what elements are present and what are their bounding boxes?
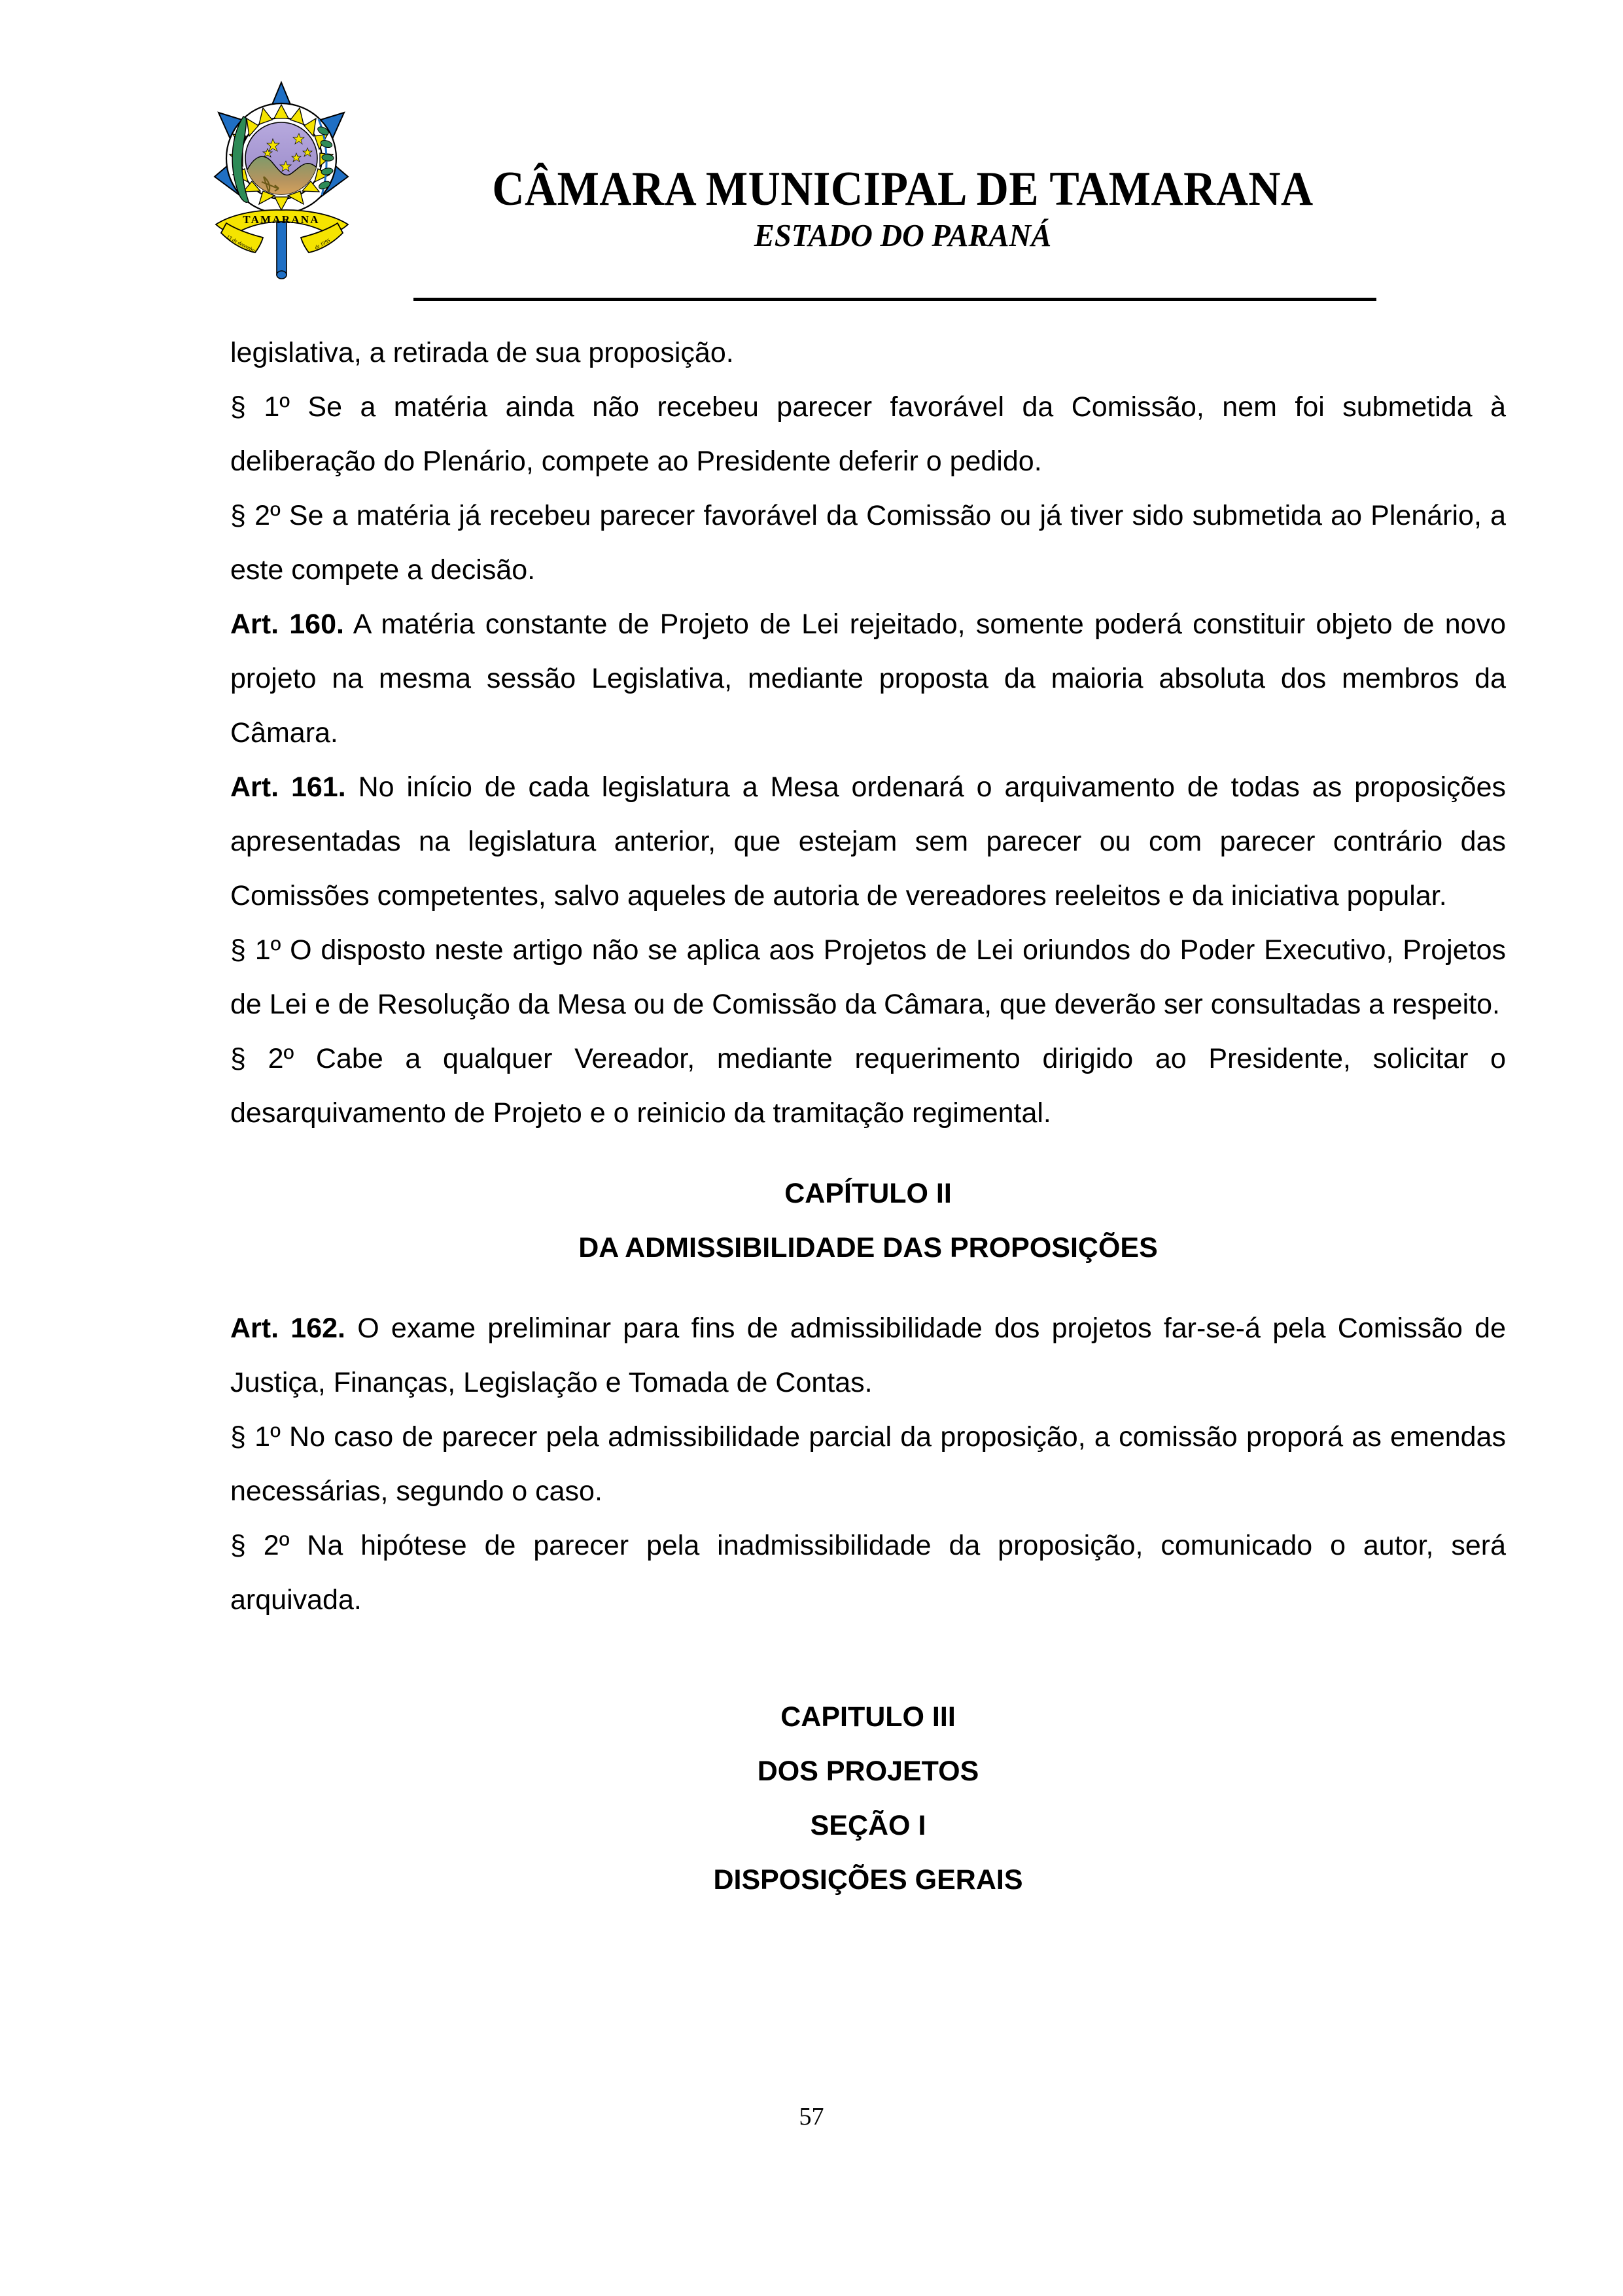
spacer — [230, 1627, 1506, 1690]
chapter-two-heading-block — [230, 1167, 1506, 1275]
state-subtitle: ESTADO DO PARANÁ — [754, 217, 1052, 254]
paragraph-art162-par2 — [230, 1519, 1506, 1627]
paragraph-text: § 2º Na hipótese de parecer pela inadmissibilidade da proposição, comunicado o autor, será arquivada. — [230, 1530, 1506, 1616]
chapter-two-number: CAPÍTULO II — [784, 1178, 952, 1209]
header-titles — [393, 162, 1413, 254]
page-number: 57 — [799, 2103, 824, 2130]
paragraph-art159-par2 — [230, 489, 1506, 597]
paragraph-art160 — [230, 597, 1506, 760]
paragraph-art162 — [230, 1301, 1506, 1410]
spacer — [230, 1275, 1506, 1301]
header-divider — [413, 298, 1376, 301]
paragraph-text: § 1º Se a matéria ainda não recebeu parecer favorável da Comissão, nem foi submetida à deliberação do Plenário, compete ao Presidente deferir o pedido. — [230, 391, 1506, 477]
article-label: Art. 160. — [230, 609, 344, 640]
paragraph-text: A matéria constante de Projeto de Lei rejeitado, somente poderá constituir objeto de novo projeto na mesma sessão Legislativa, mediante proposta da maioria absoluta dos membros da Câmara. — [230, 609, 1506, 749]
paragraph-art161-par2 — [230, 1032, 1506, 1140]
paragraph-text: § 1º O disposto neste artigo não se aplica aos Projetos de Lei oriundos do Poder Executivo, Projetos de Lei e de Resolução da Mesa ou de Comissão da Câmara, que deverão ser consultadas a respeito. — [230, 934, 1506, 1020]
chapter-two-title: DA ADMISSIBILIDADE DAS PROPOSIÇÕES — [578, 1232, 1158, 1263]
document-footer — [0, 2104, 1623, 2129]
chapter-three-title: DOS PROJETOS — [757, 1756, 979, 1787]
paragraph-art162-par1 — [230, 1410, 1506, 1519]
svg-text:TAMARANA: TAMARANA — [243, 213, 320, 226]
paragraph-text: No início de cada legislatura a Mesa ordenará o arquivamento de todas as proposições apresentadas na legislatura anterior, que estejam sem parecer ou com parecer contrário das Comissões competentes, salvo aqueles de autoria de vereadores reeleitos e da iniciativa popular. — [230, 771, 1506, 911]
section-title: DISPOSIÇÕES GERAIS — [713, 1864, 1023, 1896]
paragraph-text: legislativa, a retirada de sua proposição. — [230, 337, 734, 368]
article-label: Art. 162. — [230, 1313, 345, 1344]
paragraph-art161-par1 — [230, 923, 1506, 1032]
document-header — [0, 0, 1623, 301]
paragraph-art159-par1 — [230, 380, 1506, 489]
paragraph-text: § 2º Cabe a qualquer Vereador, mediante requerimento dirigido ao Presidente, solicitar o desarquivamento de Projeto e o reinicio da tramitação regimental. — [230, 1043, 1506, 1129]
chapter-three-heading-block — [230, 1690, 1506, 1907]
coat-of-arms-icon — [207, 79, 357, 281]
svg-text:13 de dezembro: 13 de dezembro — [225, 233, 258, 255]
svg-text:de 1995: de 1995 — [313, 237, 332, 251]
organization-title: CÂMARA MUNICIPAL DE TAMARANA — [492, 162, 1314, 216]
document-body — [230, 326, 1506, 1907]
paragraph-art161 — [230, 760, 1506, 923]
spacer — [230, 1140, 1506, 1167]
paragraph-text: § 1º No caso de parecer pela admissibilidade parcial da proposição, a comissão proporá as emendas necessárias, segundo o caso. — [230, 1421, 1506, 1507]
paragraph-continuation — [230, 326, 1506, 380]
article-label: Art. 161. — [230, 771, 346, 803]
paragraph-text: O exame preliminar para fins de admissibilidade dos projetos far-se-á pela Comissão de Justiça, Finanças, Legislação e Tomada de Contas. — [230, 1313, 1506, 1398]
section-number: SEÇÃO I — [810, 1810, 926, 1841]
chapter-three-number: CAPITULO III — [780, 1701, 956, 1733]
paragraph-text: § 2º Se a matéria já recebeu parecer favorável da Comissão ou já tiver sido submetida ao Plenário, a este compete a decisão. — [230, 500, 1506, 586]
